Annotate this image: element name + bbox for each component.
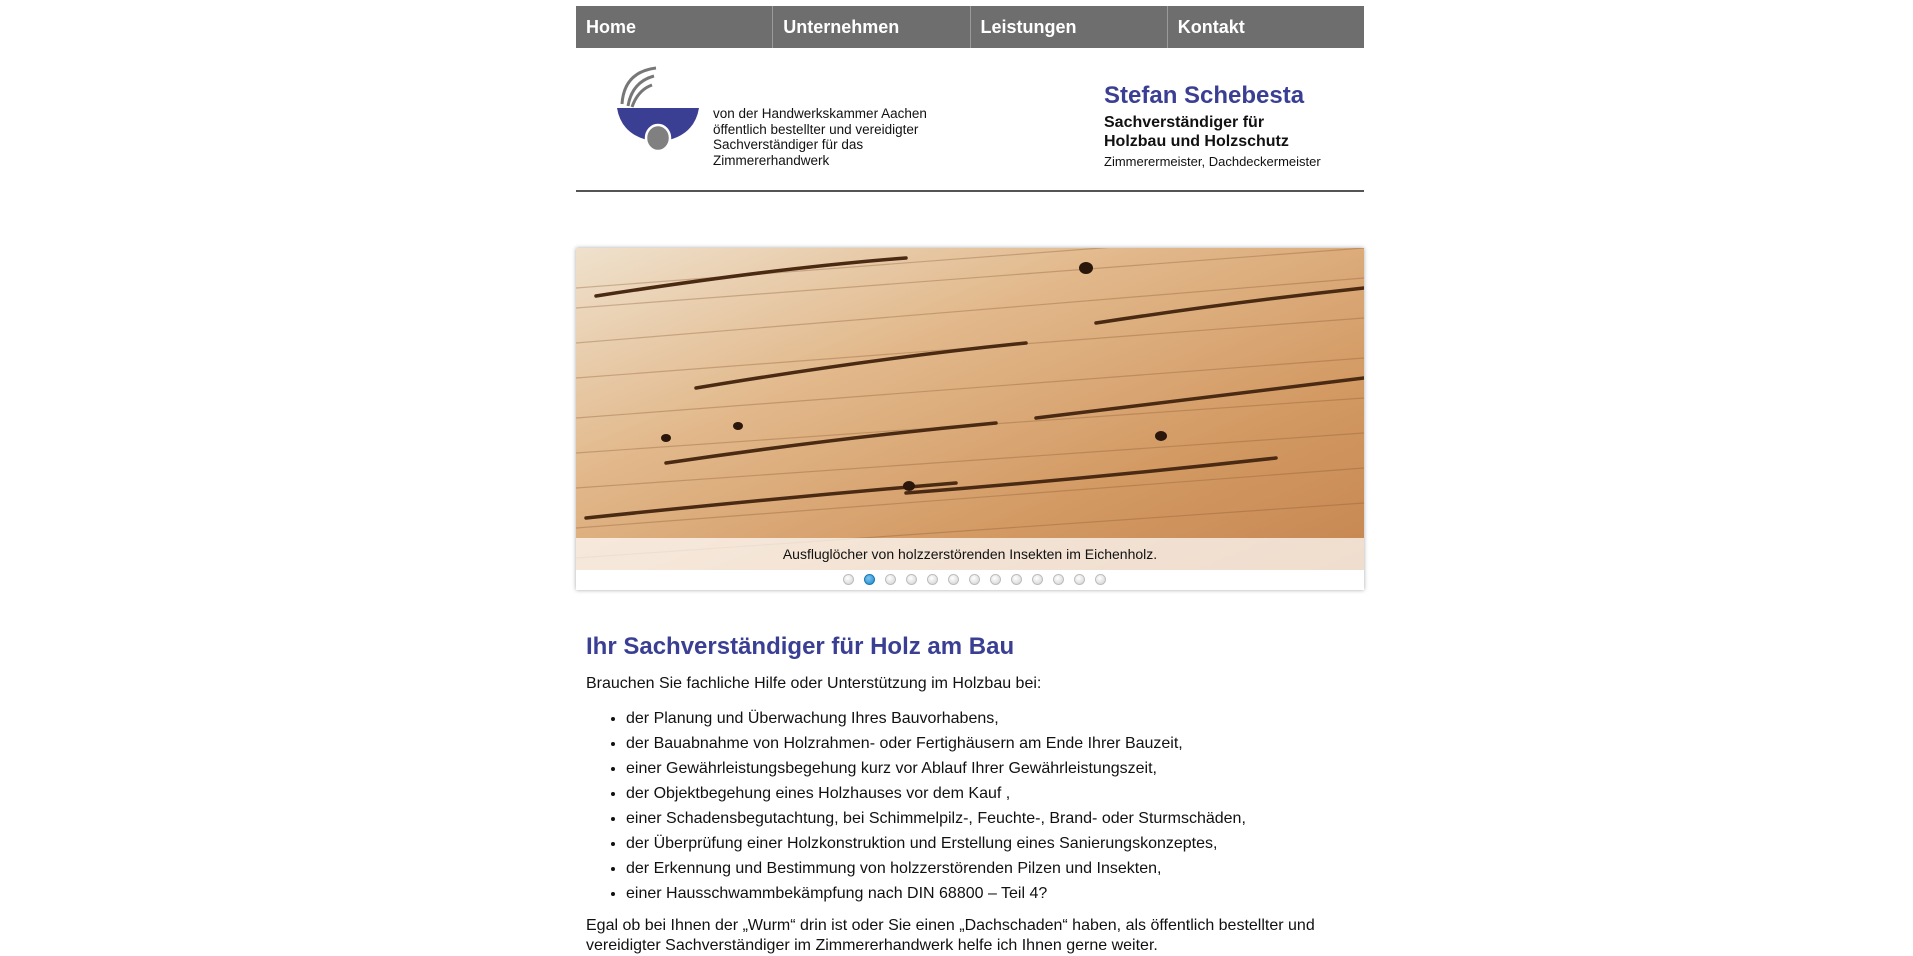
list-item: • der Objektbegehung eines Holzhauses vor dem Kauf , <box>626 781 1356 806</box>
org-line: öffentlich bestellter und vereidigter <box>713 121 919 137</box>
slider-dot[interactable] <box>1095 574 1106 585</box>
slider-dot[interactable] <box>990 574 1001 585</box>
owner-role <box>1104 113 1364 151</box>
owner-name: Stefan Schebesta <box>1104 82 1305 109</box>
slider-dot[interactable] <box>948 574 959 585</box>
nav-item-kontakt[interactable]: Kontakt <box>1177 17 1245 37</box>
list-item: • der Planung und Überwachung Ihres Bauvorhabens, <box>626 706 1356 731</box>
slide-image <box>576 248 1364 570</box>
slider-dot[interactable] <box>927 574 938 585</box>
intro-text: Brauchen Sie fachliche Hilfe oder Unterstützung im Holzbau bei: <box>586 675 1042 692</box>
org-line: von der Handwerkskammer Aachen <box>713 106 927 121</box>
list-item: • der Erkennung und Bestimmung von holzzerstörenden Pilzen und Insekten, <box>626 856 1356 881</box>
list-item: • einer Gewährleistungsbegehung kurz vor Ablauf Ihrer Gewährleistungszeit, <box>626 756 1356 781</box>
site-header <box>576 48 1364 192</box>
owner-role-line: Holzbau und Holzschutz <box>1104 133 1289 150</box>
org-line: Sachverständiger für das <box>713 137 864 152</box>
page-title: Ihr Sachverständiger für Holz am Bau <box>586 633 1015 660</box>
owner-block <box>1104 82 1364 169</box>
slider-dot[interactable] <box>864 574 875 585</box>
slider-dot[interactable] <box>906 574 917 585</box>
owner-role-line: Sachverständiger für <box>1104 114 1265 131</box>
slider-dot[interactable] <box>885 574 896 585</box>
slider-dot[interactable] <box>1053 574 1064 585</box>
list-item: • der Bauabnahme von Holzrahmen- oder Fertighäusern am Ende Ihrer Bauzeit, <box>626 731 1356 756</box>
slider-dot[interactable] <box>843 574 854 585</box>
owner-subtitle: Zimmerermeister, Dachdeckermeister <box>1104 154 1321 169</box>
main-content <box>586 632 1356 956</box>
list-item: • einer Schadensbegutachtung, bei Schimmelpilz-, Feuchte-, Brand- oder Sturmschäden, <box>626 806 1356 831</box>
image-slider[interactable] <box>576 248 1364 590</box>
wood-expert-logo-icon[interactable] <box>614 66 704 156</box>
list-item: • der Überprüfung einer Holzkonstruktion und Erstellung eines Sanierungskonzeptes, <box>626 831 1356 856</box>
slider-dot[interactable] <box>1074 574 1085 585</box>
nav-item-unternehmen[interactable]: Unternehmen <box>773 6 970 48</box>
slide-caption: Ausfluglöcher von holzzerstörenden Insekten im Eichenholz. <box>576 538 1364 570</box>
list-item: • einer Hausschwammbekämpfung nach DIN 68800 – Teil 4? <box>626 881 1356 906</box>
slider-dot[interactable] <box>969 574 980 585</box>
nav-item-home[interactable]: Home <box>576 6 773 48</box>
nav-item-leistungen[interactable]: Leistungen <box>971 6 1168 48</box>
slider-pagination <box>576 574 1364 588</box>
slider-dot[interactable] <box>1011 574 1022 585</box>
org-description <box>713 106 943 168</box>
org-line: Zimmererhandwerk <box>713 152 830 168</box>
slider-dot[interactable] <box>1032 574 1043 585</box>
main-nav <box>576 6 1364 48</box>
outro-text: Egal ob bei Ihnen der „Wurm“ drin ist oder Sie einen „Dachschaden“ haben, als öffentlich bestellter und vereidigter Sachverständiger im Zimmererhandwerk helfe ich Ihnen gerne weiter. <box>586 917 1315 954</box>
services-list <box>586 706 1356 906</box>
